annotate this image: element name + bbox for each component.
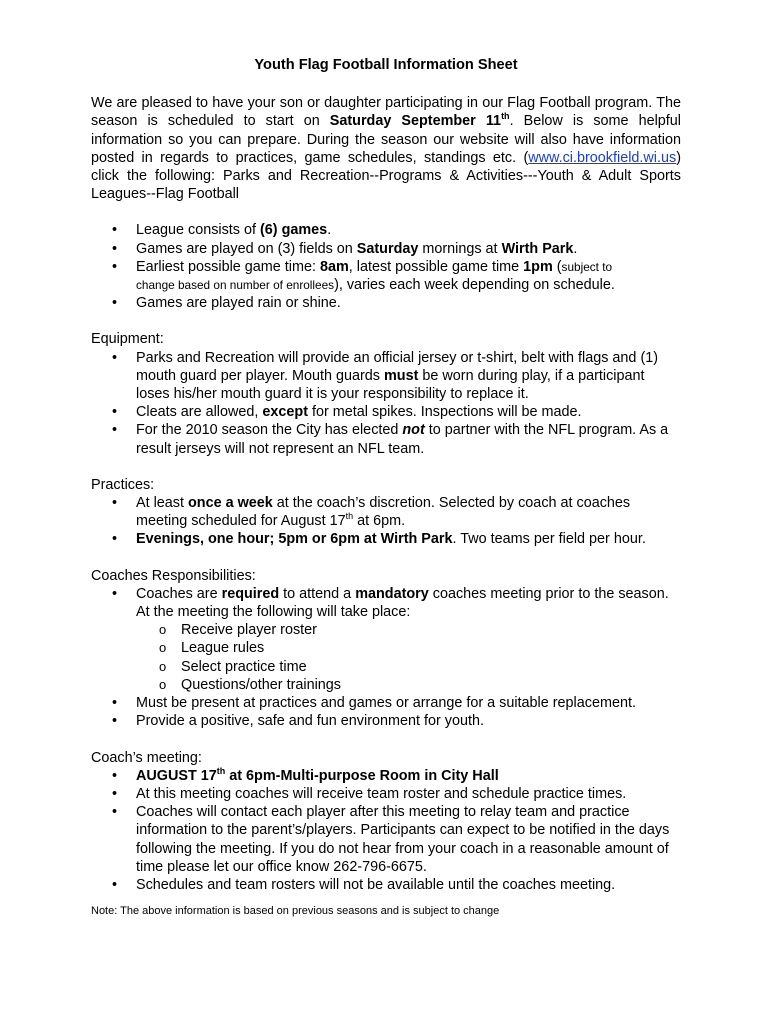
intro-text: . Below is some helpful information so you can prepare. During the season our website will also have information posted in regards to practices, game schedules, standings etc. ( bbox=[91, 113, 681, 166]
list-item: • Games are played on (3) fields on Saturday mornings at Wirth Park. bbox=[91, 240, 681, 258]
section-heading-practices: Practices: bbox=[91, 476, 155, 493]
footer-note: Note: The above information is based on previous seasons and is subject to change bbox=[91, 905, 500, 918]
sub-list-item: o Questions/other trainings bbox=[136, 676, 681, 694]
league-list bbox=[91, 221, 681, 312]
list-item: • Coaches will contact each player after this meeting to relay team and practice information to the parent’s/players. Participants can expect to be notified in the days following the meeting. If you do not hear from your coach in a reasonable amount of time please let our office know 262-796-6675. bbox=[91, 803, 681, 876]
season-start-date: Saturday September 11 bbox=[329, 113, 502, 130]
list-item: • Cleats are allowed, except for metal spikes. Inspections will be made. bbox=[91, 403, 681, 421]
section-heading-equipment: Equipment: bbox=[91, 331, 164, 348]
date-suffix: th bbox=[501, 111, 510, 122]
intro-text: We are pleased to have your son or daughter participating in our Flag Football program. The season is scheduled to start on bbox=[91, 95, 681, 130]
list-item: • Provide a positive, safe and fun environment for youth. bbox=[91, 712, 681, 730]
section-heading-meeting: Coach’s meeting: bbox=[91, 749, 202, 766]
document-page bbox=[91, 56, 681, 920]
intro-paragraph bbox=[91, 94, 681, 203]
coaches-list bbox=[91, 585, 681, 731]
section-heading-coaches: Coaches Responsibilities: bbox=[91, 567, 256, 584]
sub-list-item: o League rules bbox=[136, 639, 681, 657]
sub-list-item: o Select practice time bbox=[136, 658, 681, 676]
list-item: • At this meeting coaches will receive team roster and schedule practice times. bbox=[91, 785, 681, 803]
list-item: • Games are played rain or shine. bbox=[91, 294, 681, 312]
list-item: • At least once a week at the coach’s discretion. Selected by coach at coaches meeting scheduled for August 17th at 6pm. bbox=[91, 494, 681, 530]
list-item: • Earliest possible game time: 8am, latest possible game time 1pm (subject to change based on number of enrollees), varies each week depending on schedule. bbox=[91, 258, 681, 294]
meeting-list bbox=[91, 767, 681, 894]
list-item: • Schedules and team rosters will not be available until the coaches meeting. bbox=[91, 876, 681, 894]
list-item: • Coaches are required to attend a mandatory coaches meeting prior to the season. At the meeting the following will take place: o Receive player roster o League rules o Select practice time o Questions/other trainings bbox=[91, 585, 681, 694]
website-link[interactable]: www.ci.brookfield.wi.us bbox=[528, 149, 677, 166]
intro-text: ) click the following: Parks and Recreation--Programs & Activities---Youth & Adult Sports Leagues--Flag Football bbox=[91, 149, 681, 203]
page-title: Youth Flag Football Information Sheet bbox=[254, 57, 518, 73]
list-item: • Parks and Recreation will provide an official jersey or t-shirt, belt with flags and (1) mouth guard per player. Mouth guards must be worn during play, if a participant loses his/her mouth guard it is your responsibility to replace it. bbox=[91, 349, 681, 404]
meeting-agenda-list bbox=[136, 621, 681, 694]
practices-list bbox=[91, 494, 681, 549]
list-item: • For the 2010 season the City has elected not to partner with the NFL program. As a result jerseys will not represent an NFL team. bbox=[91, 421, 681, 457]
list-item: • AUGUST 17th at 6pm-Multi-purpose Room in City Hall bbox=[91, 767, 681, 785]
list-item: • League consists of (6) games. bbox=[91, 221, 681, 239]
equipment-list bbox=[91, 349, 681, 458]
list-item: • Must be present at practices and games or arrange for a suitable replacement. bbox=[91, 694, 681, 712]
sub-list-item: o Receive player roster bbox=[136, 621, 681, 639]
list-item: • Evenings, one hour; 5pm or 6pm at Wirth Park. Two teams per field per hour. bbox=[91, 530, 681, 548]
